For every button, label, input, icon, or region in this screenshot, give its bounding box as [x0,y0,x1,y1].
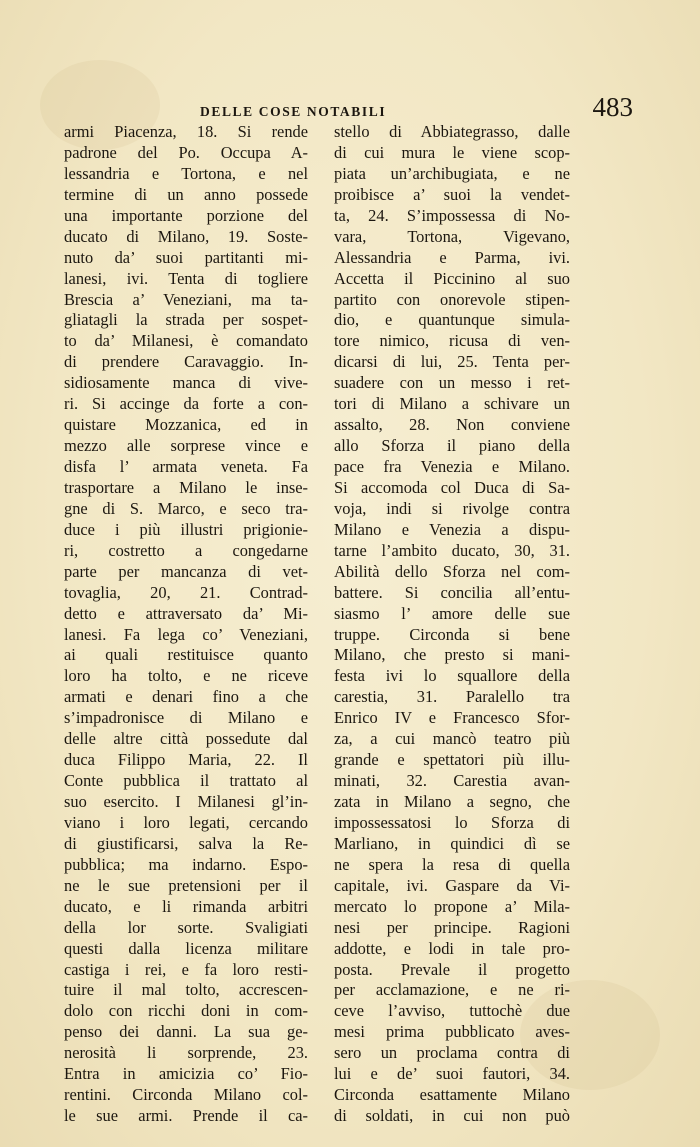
text-line: assalto, 28. Non conviene [334,415,570,435]
text-line: trasportare a Milano le inse- [64,477,308,497]
text-line: le sue armi. Prende il ca- [64,1106,308,1126]
text-line: proibisce a’ suoi la vendet- [334,184,570,204]
text-line: minati, 32. Carestia avan- [334,771,570,791]
text-line: detto e attraversato da’ Mi- [64,603,308,623]
text-line: ducato di Milano, 19. Soste- [64,226,308,246]
text-line: Abilità dello Sforza nel com- [334,561,570,581]
text-line: Milano, che presto si mani- [334,645,570,665]
text-line: tori di Milano a schivare un [334,394,570,414]
text-line: voja, indi si rivolge contra [334,498,570,518]
text-line: to da’ Milanesi, è comandato [64,331,308,351]
text-line: suo esercito. I Milanesi gl’in- [64,792,308,811]
page-number: 483 [592,92,633,122]
text-line: zata in Milano a segno, che [334,792,570,811]
text-line: viano i loro legati, cercando [64,812,308,832]
text-line: castiga i rei, e fa loro resti- [64,959,308,979]
text-line: della lor sorte. Svaligiati [64,917,308,937]
text-line: nesi per principe. Ragioni [334,917,570,937]
text-line: questi dalla licenza militare [64,938,308,958]
text-line: mesi prima pubblicato aves- [334,1022,570,1042]
text-line: ri, costretto a congedarne [64,540,308,560]
text-line: una importante porzione del [64,205,308,225]
text-line: gliatagli la strada per sospet- [64,310,308,330]
text-line: armi Piacenza, 18. Si rende [64,122,308,141]
text-line: ne le sue pretensioni per il [64,875,308,895]
text-line: lanesi, ivi. Tenta di togliere [64,268,308,288]
text-line: di soldati, in cui non può [334,1106,570,1126]
text-line: festa ivi lo squallore della [334,666,570,686]
text-line: di giustificarsi, salva la Re- [64,833,308,853]
text-line: rentini. Circonda Milano col- [64,1085,308,1105]
text-line: ai quali restituisce quanto [64,645,308,665]
text-line: impossessatosi lo Sforza di [334,812,570,832]
text-line: parte per mancanza di vet- [64,561,308,581]
text-line: partito con onorevole stipen- [334,289,570,309]
text-line: carestia, 31. Paralello tra [334,687,570,707]
text-line: posta. Prevale il progetto [334,959,570,979]
text-line: allo Sforza il piano della [334,436,570,456]
text-line: ta, 24. S’impossessa di No- [334,205,570,225]
text-line: addotte, e lodi in tale pro- [334,938,570,958]
text-line: truppe. Circonda si bene [334,624,570,644]
text-line: dio, e quantunque simula- [334,310,570,330]
text-line: za, a cui mancò teatro più [334,729,570,749]
text-line: Conte pubblica il trattato al [64,771,308,791]
text-line: sidiosamente manca di vive- [64,373,308,393]
text-line: duca Filippo Maria, 22. Il [64,750,308,770]
text-line: di prendere Caravaggio. In- [64,352,308,372]
text-line: termine di un anno possede [64,184,308,204]
text-line: suadere con un messo i ret- [334,373,570,393]
text-line: gne di S. Marco, e seco tra- [64,498,308,518]
text-line: tuire il mal tolto, accrescen- [64,980,308,1000]
text-line: Circonda esattamente Milano [334,1085,570,1105]
text-line: Accetta il Piccinino al suo [334,268,570,288]
text-line: per acclamazione, e ne ri- [334,980,570,1000]
text-line: lui e de’ suoi fautori, 34. [334,1064,570,1084]
text-line: nuto da’ suoi partitanti mi- [64,247,308,267]
text-line: s’impadronisce di Milano e [64,708,308,728]
text-line: Milano e Venezia a dispu- [334,519,570,539]
running-head: DELLE COSE NOTABILI [200,104,387,119]
text-line: lessandria e Tortona, e nel [64,163,308,183]
text-line: nerosità li sorprende, 23. [64,1043,308,1063]
text-line: ne spera la resa di quella [334,854,570,874]
text-line: penso dei danni. La sua ge- [64,1022,308,1042]
text-line: sero un proclama contra di [334,1043,570,1063]
text-line: vara, Tortona, Vigevano, [334,226,570,246]
text-line: pubblica; ma indarno. Espo- [64,854,308,874]
text-line: stello di Abbiategrasso, dalle [334,122,570,141]
text-line: ceve l’avviso, tuttochè due [334,1001,570,1021]
text-line: battere. Si concilia all’entu- [334,582,570,602]
text-line: armati e denari fino a che [64,687,308,707]
text-line: mercato lo propone a’ Mila- [334,896,570,916]
right-text-column [334,122,570,1127]
text-line: Si accomoda col Duca di Sa- [334,477,570,497]
text-line: pace fra Venezia e Milano. [334,457,570,476]
text-line: grande e spettatori più illu- [334,750,570,770]
text-line: delle altre città possedute dal [64,729,308,749]
text-line: ri. Si accinge da forte a con- [64,394,308,414]
text-line: disfa l’ armata veneta. Fa [64,457,308,476]
text-line: duce i più illustri prigionie- [64,519,308,539]
text-line: capitale, ivi. Gaspare da Vi- [334,875,570,895]
text-line: quistare Mozzanica, ed in [64,415,308,435]
text-line: di cui mura le viene scop- [334,142,570,162]
text-line: tarne l’ambito ducato, 30, 31. [334,540,570,560]
text-line: padrone del Po. Occupa A- [64,142,308,162]
text-line: dolo con ricchi doni in com- [64,1001,308,1021]
text-line: tore nimico, ricusa di ven- [334,331,570,351]
text-line: lanesi. Fa lega co’ Veneziani, [64,624,308,644]
left-text-column [64,122,308,1127]
text-line: Entra in amicizia co’ Fio- [64,1064,308,1084]
text-line: Enrico IV e Francesco Sfor- [334,708,570,728]
text-line: piata un’archibugiata, e ne [334,163,570,183]
text-line: mezzo alle sorprese vince e [64,436,308,456]
text-line: ducato, e li rimanda arbitri [64,896,308,916]
text-line: siasmo l’ amore delle sue [334,603,570,623]
text-line: Alessandria e Parma, ivi. [334,247,570,267]
text-line: dicarsi di lui, 25. Tenta per- [334,352,570,372]
text-line: Marliano, in quindici dì se [334,833,570,853]
text-line: tovaglia, 20, 21. Contrad- [64,582,308,602]
text-line: loro ha tolto, e ne riceve [64,666,308,686]
text-line: Brescia a’ Veneziani, ma ta- [64,289,308,309]
